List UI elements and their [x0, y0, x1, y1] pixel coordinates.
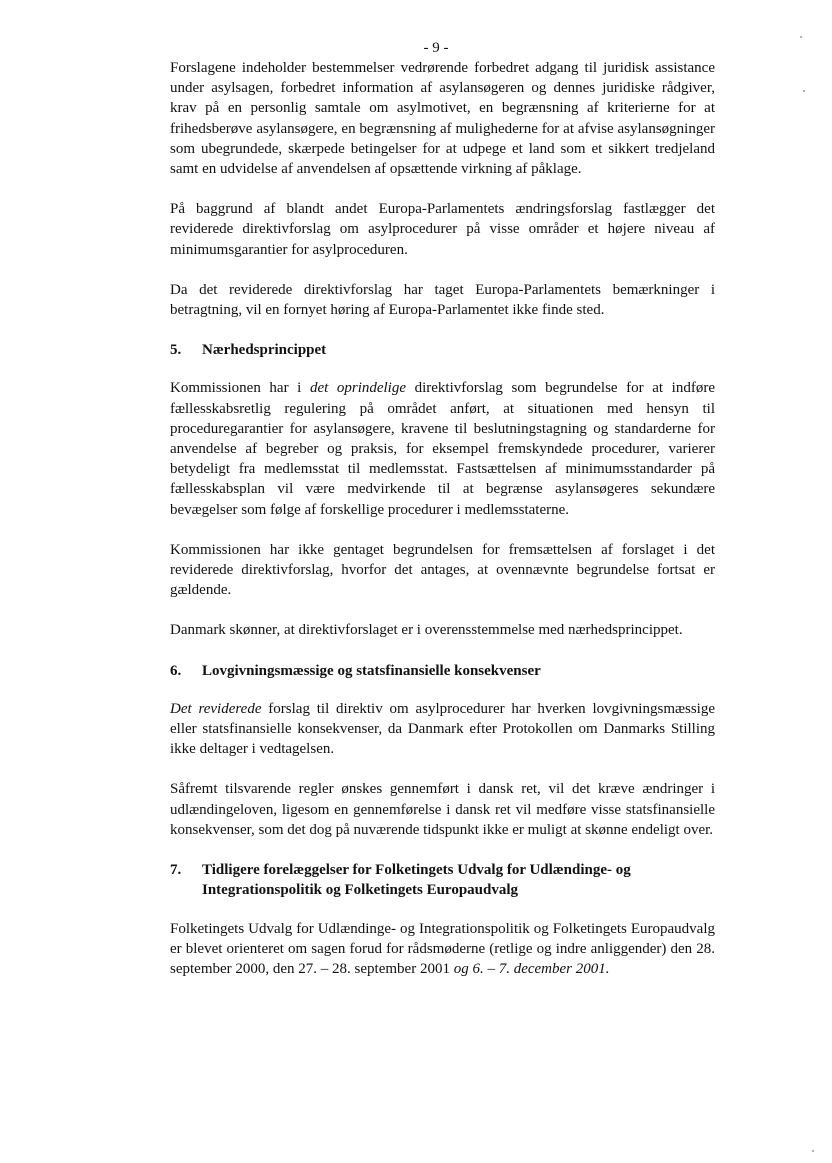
- section-heading-7: [170, 860, 715, 900]
- section-title: Tidligere forelæggelser for Folketingets Udvalg for Udlændinge- og Integrationspolitik og Folketingets Europaudvalg: [202, 862, 631, 899]
- paragraph-implementation: Såfremt tilsvarende regler ønskes gennemført i dansk ret, vil det kræve ændringer i udlændingeloven, ligesom en gennemførelse i dansk ret vil medføre visse statsfinansielle konsekvenser, som det dog på nuværende tidspunkt ikke er muligt at skønne endeligt over.: [170, 781, 715, 838]
- paragraph-proposals: Forslagene indeholder bestemmelser vedrørende forbedret adgang til juridisk assistance under asylsagen, forbedret information af asylansøgeren og dennes juridiske rådgiver, krav på en personlig samtale om asylmotivet, en begrænsning af kriterierne for at frihedsberøve asylansøgere, en begrænsning af mulighederne for at afvise asylansøgninger som ubegrundede, skærpede betingelser for at udpege et land som et sikkert tredjeland samt en udvidelse af anvendelsen af opsættende virkning af påklage.: [170, 60, 715, 178]
- section-number: 6.: [170, 662, 182, 679]
- section-title: Nærhedsprincippet: [202, 342, 327, 359]
- paragraph-parliament: Da det reviderede direktivforslag har taget Europa-Parlamentets bemærkninger i betragtning, vil en fornyet høring af Europa-Parlamentet ikke finde sted.: [170, 281, 715, 319]
- section-heading-5: [170, 340, 715, 360]
- paragraph-basis: På baggrund af blandt andet Europa-Parlamentets ændringsforslag fastlægger det reviderede direktivforslag om asylprocedurer på visse områder et højere niveau af minimumsgarantier for asylproceduren.: [170, 201, 715, 258]
- paragraph-denmark-assessment: Danmark skønner, at direktivforslaget er i overensstemmelse med nærhedsprincippet.: [170, 622, 683, 639]
- emphasis-text: Det reviderede: [170, 700, 262, 717]
- paragraph-prior-submissions: [170, 919, 715, 980]
- paragraph-commission-justification: [170, 378, 715, 519]
- section-number: 7.: [170, 862, 182, 879]
- text-run: Kommissionen har i: [170, 380, 310, 397]
- text-run: direktivforslag som begrundelse for at indføre fællesskabsretlig regulering på området anført, at situationen med hensyn til proceduregarantier for asylansøgere, kravene til beslutningstagning og standarderne for anvendelse af begreber og praksis, for eksempel fremskyndede procedurer, varierer betydeligt fra medlemsstat til medlemsstat. Fastsættelsen af minimumsstandarder på fællesskabsplan vil være medvirkende til at begrænse asylansøgeres sekundære bevægelser som følge af forskellige procedurer i medlemsstaterne.: [170, 380, 715, 518]
- scan-speck: [812, 1150, 814, 1152]
- scan-speck: [803, 90, 805, 92]
- emphasis-text: og 6. – 7. december 2001.: [453, 960, 610, 977]
- text-run: forslag til direktiv om asylprocedurer har hverken lovgivningsmæssige eller statsfinansielle konsekvenser, da Danmark efter Protokollen om Danmarks Stilling ikke deltager i vedtagelsen.: [170, 700, 715, 758]
- emphasis-text: det oprindelige: [309, 380, 407, 397]
- document-body: [170, 58, 715, 999]
- section-heading-6: [170, 661, 715, 681]
- section-title: Lovgivningsmæssige og statsfinansielle konsekvenser: [202, 662, 541, 679]
- scan-speck: [800, 36, 802, 38]
- paragraph-commission-repeat: Kommissionen har ikke gentaget begrundelsen for fremsættelsen af forslaget i det reviderede direktivforslag, hvorfor det antages, at ovennævnte begrundelse fortsat er gældende.: [170, 541, 715, 599]
- page-number: - 9 -: [423, 40, 449, 56]
- section-number: 5.: [170, 342, 182, 359]
- paragraph-consequences: [170, 699, 715, 760]
- text-run: Folketingets Udvalg for Udlændinge- og Integrationspolitik og Folketingets Europaudvalg er blevet orienteret om sagen forud for rådsmøderne (retlige og indre anliggender) den 28. september 2000, den 27. – 28. september 2001: [170, 920, 715, 977]
